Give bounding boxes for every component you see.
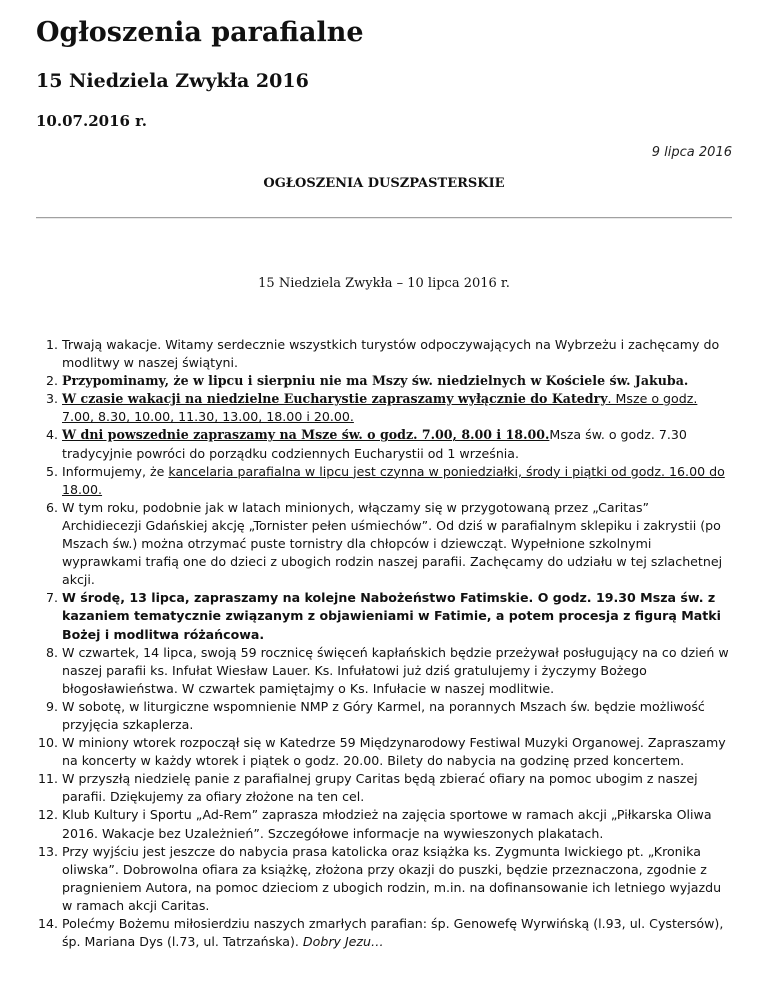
horizontal-divider (36, 217, 732, 219)
list-item: 9. W sobotę, w liturgiczne wspomnienie NMP z Góry Karmel, na porannych Mszach św. będzie możliwość przyjęcia szkaplerza. (62, 698, 732, 734)
page-title: Ogłoszenia parafialne (36, 17, 364, 48)
list-item: 3. W czasie wakacji na niedzielne Eucharystie zapraszamy wyłącznie do Katedry. Msze o godz. 7.00, 8.30, 10.00, 11.30, 13.00, 18.00 i 20.00. (62, 390, 732, 426)
announcements-list (36, 336, 732, 951)
section-heading: OGŁOSZENIA DUSZPASTERSKIE (263, 176, 505, 191)
page-subtitle: 15 Niedziela Zwykła 2016 (36, 70, 309, 92)
list-item: 14. Polećmy Bożemu miłosierdziu naszych zmarłych parafian: śp. Genowefę Wyrwińską (l.93, ul. Cystersów), śp. Mariana Dys (l.73, ul. Tatrzańska). Dobry Jezu… (62, 915, 732, 951)
published-date: 9 lipca 2016 (651, 145, 732, 160)
sunday-line: 15 Niedziela Zwykła – 10 lipca 2016 r. (258, 276, 510, 291)
list-item: 11. W przyszłą niedzielę panie z parafialnej grupy Caritas będą zbierać ofiary na pomoc ubogim z naszej parafii. Dziękujemy za ofiary złożone na ten cel. (62, 770, 732, 806)
list-item: 6. W tym roku, podobnie jak w latach minionych, włączamy się w przygotowaną przez „Caritas” Archidiecezji Gdańskiej akcję „Tornister pełen uśmiechów”. Od dziś w parafialnym sklepiku i zakrystii (po Mszach św.) można otrzymać puste tornistry dla chłopców i dziewcząt. Wypełnione szkolnymi wyprawkami trafią one do dzieci z ubogich rodzin naszej parafii. Zachęcamy do udziału w tej szlachetnej akcji. (62, 499, 732, 589)
list-item: 8. W czwartek, 14 lipca, swoją 59 rocznicę święceń kapłańskich będzie przeżywał posługujący na co dzień w naszej parafii ks. Infułat Wiesław Lauer. Ks. Infułatowi już dziś gratulujemy i życzymy Bożego błogosławieństwa. W czwartek pamiętajmy o Ks. Infułacie w naszej modlitwie. (62, 644, 732, 698)
date-heading: 10.07.2016 r. (36, 112, 147, 130)
list-item: 13. Przy wyjściu jest jeszcze do nabycia prasa katolicka oraz książka ks. Zygmunta Iwickiego pt. „Kronika oliwska”. Dobrowolna ofiara za książkę, złożona przy okazji do puszki, będzie przeznaczona, zgodnie z pragnieniem Autora, na pomoc dzieciom z ubogich rodzin, m.in. na dofinansowanie ich letniego wyjazdu w ramach akcji Caritas. (62, 843, 732, 915)
list-item: 1. Trwają wakacje. Witamy serdecznie wszystkich turystów odpoczywających na Wybrzeżu i zachęcamy do modlitwy w naszej świątyni. (62, 336, 732, 372)
list-item: 2. Przypominamy, że w lipcu i sierpniu nie ma Mszy św. niedzielnych w Kościele św. Jakuba. (62, 372, 732, 390)
list-item: 7. W środę, 13 lipca, zapraszamy na kolejne Nabożeństwo Fatimskie. O godz. 19.30 Msza św. z kazaniem tematycznie związanym z objawieniami w Fatimie, a potem procesja z figurą Matki Bożej i modlitwa różańcowa. (62, 589, 732, 643)
list-item: 12. Klub Kultury i Sportu „Ad-Rem” zaprasza młodzież na zajęcia sportowe w ramach akcji „Piłkarska Oliwa 2016. Wakacje bez Uzależnień”. Szczegółowe informacje na wywieszonych plakatach. (62, 806, 732, 842)
list-item: 4. W dni powszednie zapraszamy na Msze św. o godz. 7.00, 8.00 i 18.00.Msza św. o godz. 7.30 tradycyjnie powróci do porządku codziennych Eucharystii od 1 września. (62, 426, 732, 462)
list-item: 10. W miniony wtorek rozpoczął się w Katedrze 59 Międzynarodowy Festiwal Muzyki Organowej. Zapraszamy na koncerty w każdy wtorek i piątek o godz. 20.00. Bilety do nabycia na godzinę przed koncertem. (62, 734, 732, 770)
list-item: 5. Informujemy, że kancelaria parafialna w lipcu jest czynna w poniedziałki, środy i piątki od godz. 16.00 do 18.00. (62, 463, 732, 499)
